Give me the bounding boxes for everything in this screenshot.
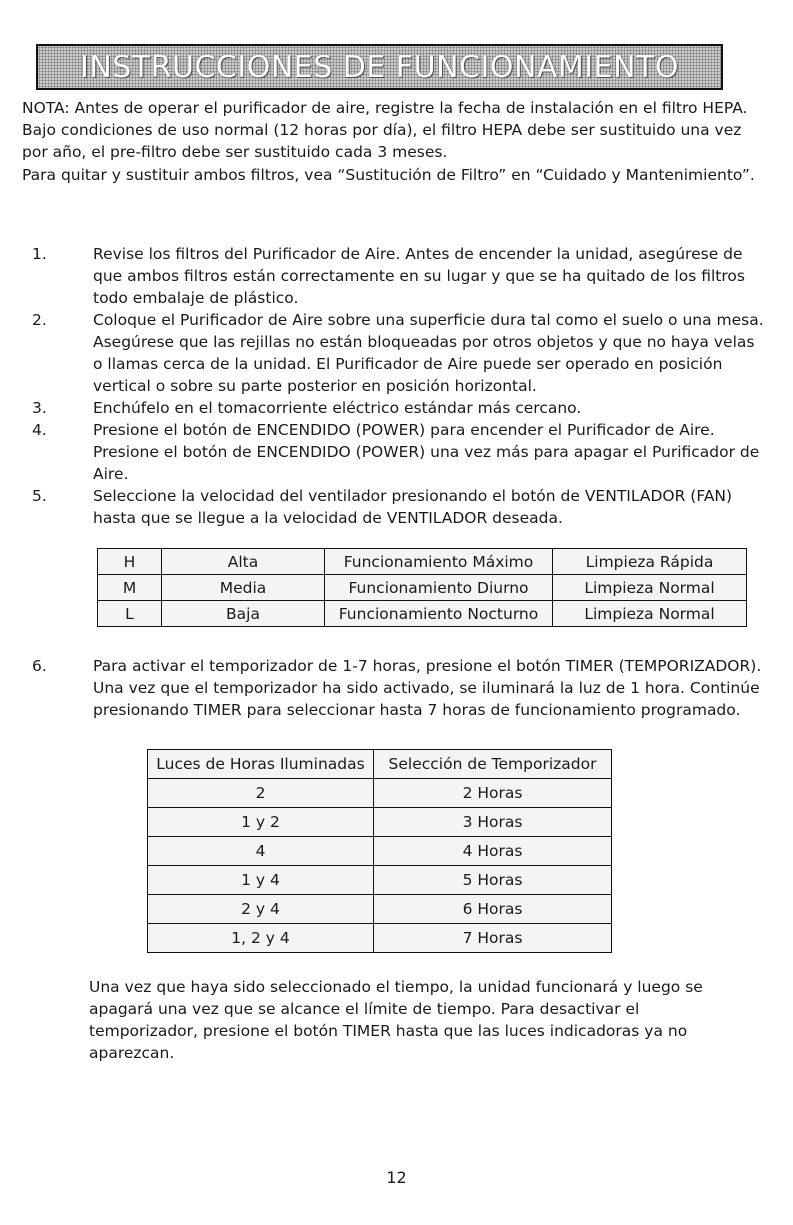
list-item [22,397,767,419]
table-cell: Limpieza Normal [553,601,747,627]
steps-list-continued [22,655,767,721]
table-cell: Limpieza Normal [553,575,747,601]
step-text: Coloque el Purificador de Aire sobre una superficie dura tal como el suelo o una mesa. Asegúrese que las rejillas no están bloqueadas por otros objetos y que no haya velas o llamas cerca de la unidad. El Purificador de Aire puede ser operado en posición vertical o sobre su parte posterior en posición horizontal. [93,311,764,395]
table-cell: 2 y 4 [148,895,374,924]
table-header-cell: Selección de Temporizador [374,750,612,779]
step-number: 5. [32,487,47,505]
table-cell: 5 Horas [374,866,612,895]
table-cell: Funcionamiento Nocturno [325,601,553,627]
table-cell: 2 [148,779,374,808]
steps-list [22,243,767,529]
step-text: Revise los filtros del Purificador de Aire. Antes de encender la unidad, asegúrese de que ambos filtros están correctamente en su lugar y que se ha quitado de los filtros todo embalaje de plástico. [93,245,745,307]
section-title-banner [36,44,723,90]
step-number: 6. [32,657,47,675]
table-row [148,779,612,808]
step-number: 4. [32,421,47,439]
table-cell: H [98,549,162,575]
table-row [148,895,612,924]
table-cell: Alta [162,549,325,575]
table-cell: Funcionamiento Máximo [325,549,553,575]
table-row [148,924,612,953]
table-cell: 1 y 4 [148,866,374,895]
table-cell: 4 [148,837,374,866]
step-text: Enchúfelo en el tomacorriente eléctrico estándar más cercano. [93,399,582,417]
list-item [22,309,767,397]
table-row [148,866,612,895]
table-cell: 2 Horas [374,779,612,808]
table-cell: Limpieza Rápida [553,549,747,575]
step-number: 3. [32,399,47,417]
table-row [148,837,612,866]
list-item [22,655,767,721]
fan-speed-table [97,548,747,627]
table-row [148,808,612,837]
table-cell: 4 Horas [374,837,612,866]
list-item [22,243,767,309]
step-text: Seleccione la velocidad del ventilador presionando el botón de VENTILADOR (FAN) hasta que se llegue a la velocidad de VENTILADOR deseada. [93,487,733,527]
table-cell: Media [162,575,325,601]
table-cell: 1, 2 y 4 [148,924,374,953]
table-row [98,549,747,575]
table-cell: Funcionamiento Diurno [325,575,553,601]
step-text: Presione el botón de ENCENDIDO (POWER) para encender el Purificador de Aire. Presione el botón de ENCENDIDO (POWER) una vez más para apagar el Purificador de Aire. [93,421,760,483]
timer-table [147,749,612,953]
list-item [22,485,767,529]
step-number: 2. [32,311,47,329]
table-cell: L [98,601,162,627]
note-paragraph: NOTA: Antes de operar el purificador de aire, registre la fecha de instalación en el filtro HEPA. Bajo condiciones de uso normal (12 horas por día), el filtro HEPA debe ser sustituido una vez por año, el pre-filtro debe ser sustituido cada 3 meses. [22,99,748,161]
table-header-row [148,750,612,779]
table-cell: M [98,575,162,601]
page-number: 12 [386,1168,407,1187]
section-title: INSTRUCCIONES DE FUNCIONAMIENTO [80,49,679,85]
table-cell: 3 Horas [374,808,612,837]
list-item [22,419,767,485]
closing-paragraph: Una vez que haya sido seleccionado el tiempo, la unidad funcionará y luego se apagará una vez que se alcance el límite de tiempo. Para desactivar el temporizador, presione el botón TIMER hasta que las luces indicadoras ya no aparezcan. [89,978,703,1062]
table-cell: Baja [162,601,325,627]
table-cell: 7 Horas [374,924,612,953]
filter-reference-paragraph: Para quitar y sustituir ambos filtros, vea “Sustitución de Filtro” en “Cuidado y Mantenimiento”. [22,166,755,184]
step-text: Para activar el temporizador de 1-7 horas, presione el botón TIMER (TEMPORIZADOR). Una vez que el temporizador ha sido activado, se iluminará la luz de 1 hora. Continúe presionando TIMER para seleccionar hasta 7 horas de funcionamiento programado. [93,657,762,719]
table-row [98,575,747,601]
table-header-cell: Luces de Horas Iluminadas [148,750,374,779]
table-cell: 1 y 2 [148,808,374,837]
step-number: 1. [32,245,47,263]
table-cell: 6 Horas [374,895,612,924]
table-row [98,601,747,627]
